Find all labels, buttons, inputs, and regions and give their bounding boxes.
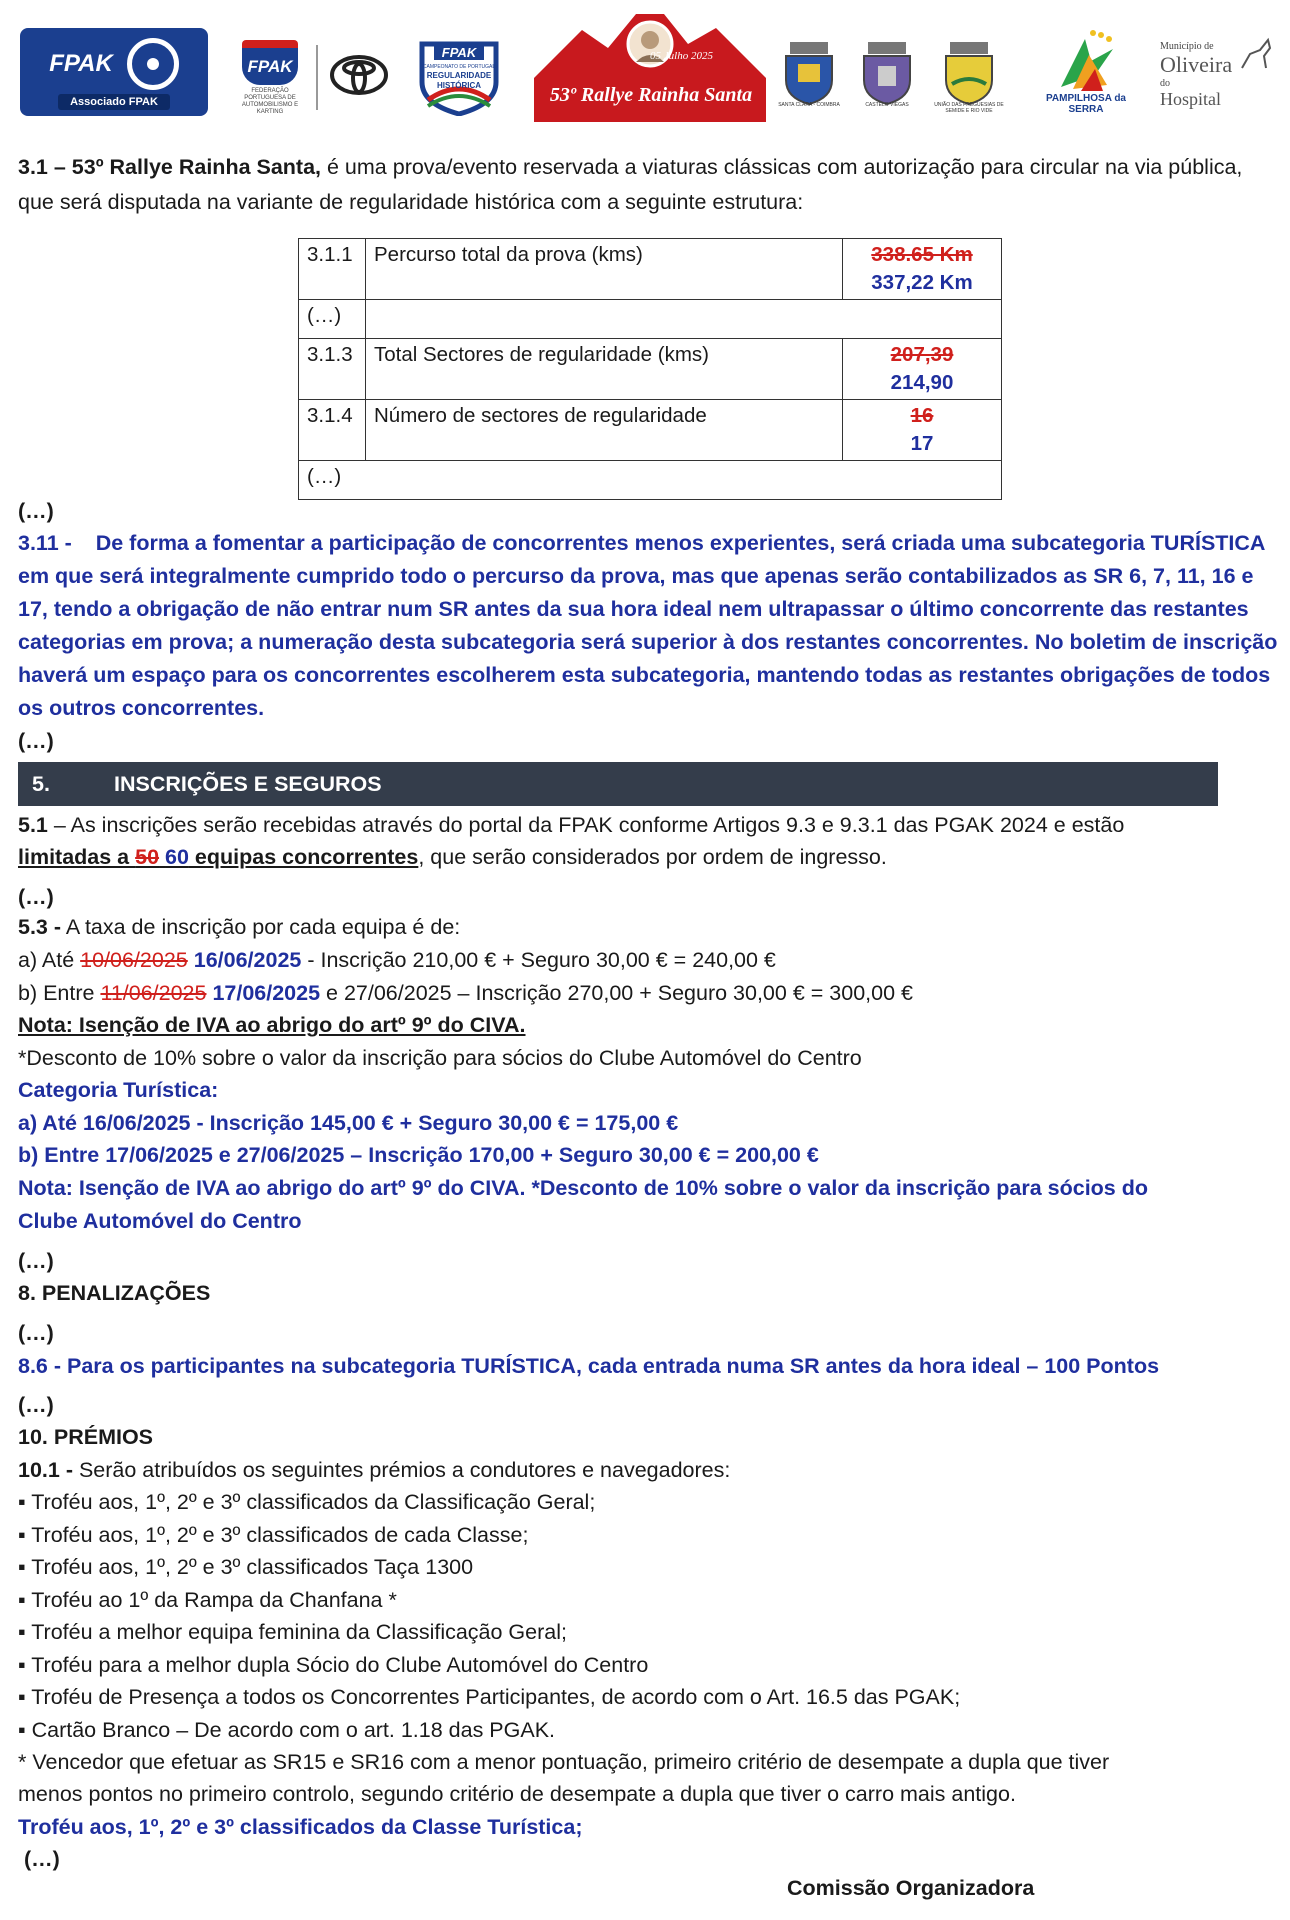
prize-list-item: ▪ Troféu aos, 1º, 2º e 3º classificados da Classificação Geral; bbox=[18, 1490, 596, 1514]
ellipsis: (…) bbox=[18, 885, 54, 909]
section-3-11-number: 3.11 - bbox=[18, 531, 72, 555]
toyota-logo bbox=[330, 50, 388, 100]
section-3-1-heading: 3.1 – 53º Rallye Rainha Santa, bbox=[18, 155, 322, 179]
turistica-fee-a: a) Até 16/06/2025 - Inscrição 145,00 € + Seguro 30,00 € = 175,00 € bbox=[18, 1111, 679, 1135]
turistica-trophy: Troféu aos, 1º, 2º e 3º classificados da Classe Turística; bbox=[18, 1815, 583, 1839]
old-value: 338.65 Km bbox=[871, 243, 973, 266]
prize-list-item: ▪ Troféu de Presença a todos os Concorrentes Participantes, de acordo com o Art. 16.5 das PGAK; bbox=[18, 1685, 961, 1709]
prize-list-item: ▪ Troféu a melhor equipa feminina da Classificação Geral; bbox=[18, 1620, 567, 1644]
turistica-fee-b: b) Entre 17/06/2025 e 27/06/2025 – Inscrição 170,00 + Seguro 30,00 € = 200,00 € bbox=[18, 1143, 819, 1167]
oliveira-do-hospital-logo: Município de Oliveira do Hospital bbox=[1160, 30, 1280, 120]
section-3-11 bbox=[18, 527, 1280, 725]
logo-divider bbox=[316, 45, 318, 110]
section-3-1-intro bbox=[18, 150, 1280, 220]
fpak-federation-logo: FPAK FEDERAÇÃO PORTUGUESA DE AUTOMOBILISMO E KARTING bbox=[232, 40, 308, 116]
prize-list-item: ▪ Troféu ao 1º da Rampa da Chanfana * bbox=[18, 1588, 397, 1612]
prize-list-item: ▪ Troféu aos, 1º, 2º e 3º classificados Taça 1300 bbox=[18, 1555, 474, 1579]
fpak-associado-label: Associado FPAK bbox=[58, 94, 170, 110]
prize-list-item: ▪ Cartão Branco – De acordo com o art. 1.18 das PGAK. bbox=[18, 1718, 556, 1742]
vat-note: Nota: Isenção de IVA ao abrigo do artº 9º do CIVA. bbox=[18, 1013, 526, 1037]
section-5-1-line1: 5.1 – As inscrições serão recebidas através do portal da FPAK conforme Artigos 9.3 e 9.3.1 das PGAK 2024 e estão bbox=[18, 813, 1125, 837]
regularidade-historica-logo: FPAK CAMPEONATO DE PORTUGAL REGULARIDADE HISTÓRICA bbox=[416, 38, 502, 116]
table-row: 3.1.1 Percurso total da prova (kms) 338.65 Km 337,22 Km bbox=[299, 239, 1002, 300]
castelo-viegas-coat-of-arms: CASTELO VIEGAS bbox=[856, 40, 918, 112]
section-3-1-text: é uma prova/evento reservada a viaturas clássicas com autorização para circular na via pública, que será disputada na variante de regularidade histórica com a seguinte estrutura: bbox=[18, 155, 1243, 214]
turistica-category-title: Categoria Turística: bbox=[18, 1078, 219, 1102]
section-3-11-text: De forma a fomentar a participação de concorrentes menos experientes, será criada uma subcategoria TURÍSTICA em que será integralmente cumprido todo o percurso da prova, mas que apenas serão contabilizados as SR 6, 7, 11, 16 e 17, tendo a obrigação de não entrar num SR antes da sua hora ideal nem ultrapassar o último concorrente das restantes categorias em prova; a numeração desta subcategoria será superior à dos restantes concorrentes. No boletim de inscrição haverá um espaço para os concorrentes escolherem esta subcategoria, mantendo todas as restantes obrigações de todos os outros concorrentes. bbox=[18, 531, 1278, 720]
rallye-rainha-santa-logo: 05 Julho 2025 53º Rallye Rainha Santa bbox=[530, 8, 770, 126]
section-8-6: 8.6 - Para os participantes na subcategoria TURÍSTICA, cada entrada numa SR antes da hora ideal – 100 Pontos bbox=[18, 1354, 1160, 1378]
table-row: (…) bbox=[299, 461, 1002, 500]
turistica-note-line2: Clube Automóvel do Centro bbox=[18, 1209, 302, 1233]
prize-list-item: ▪ Troféu aos, 1º, 2º e 3º classificados de cada Classe; bbox=[18, 1523, 529, 1547]
old-value: 16 bbox=[910, 404, 934, 427]
ellipsis: (…) bbox=[18, 1249, 54, 1273]
section-8-heading: 8. PENALIZAÇÕES bbox=[18, 1281, 211, 1305]
table-row: 3.1.4 Número de sectores de regularidade 16 17 bbox=[299, 400, 1002, 461]
semide-rio-vide-coat-of-arms: UNIÃO DAS FREGUESIAS DE SEMIDE E RIO VIDE bbox=[938, 40, 1000, 112]
new-value: 17 bbox=[910, 432, 934, 455]
new-value: 214,90 bbox=[890, 371, 954, 394]
signature-organizing-committee: Comissão Organizadora bbox=[787, 1876, 1035, 1900]
new-value: 337,22 Km bbox=[871, 271, 973, 294]
section-5-1-line2: limitadas a 50 60 equipas concorrentes, que serão considerados por ordem de ingresso. bbox=[18, 845, 887, 869]
pampilhosa-da-serra-logo: PAMPILHOSA da SERRA bbox=[1040, 24, 1132, 120]
steering-wheel-icon bbox=[127, 38, 179, 90]
section-5-3-title: 5.3 - A taxa de inscrição por cada equipa é de: bbox=[18, 915, 461, 939]
race-structure-table bbox=[298, 238, 1002, 500]
prize-list-item: ▪ Troféu para a melhor dupla Sócio do Clube Automóvel do Centro bbox=[18, 1653, 649, 1677]
fee-line-a: a) Até 10/06/2025 16/06/2025 - Inscrição 210,00 € + Seguro 30,00 € = 240,00 € bbox=[18, 948, 776, 972]
old-value: 207,39 bbox=[890, 343, 954, 366]
ellipsis: (…) bbox=[18, 499, 54, 523]
table-row: 3.1.3 Total Sectores de regularidade (kms) 207,39 214,90 bbox=[299, 339, 1002, 400]
fee-line-b: b) Entre 11/06/2025 17/06/2025 e 27/06/2025 – Inscrição 270,00 + Seguro 30,00 € = 300,00 € bbox=[18, 981, 913, 1005]
sponsor-logo-bar bbox=[0, 0, 1290, 135]
ellipsis: (…) bbox=[18, 1393, 54, 1417]
ellipsis: (…) bbox=[18, 1321, 54, 1345]
tiebreak-note-line2: menos pontos no primeiro controlo, segundo critério de desempate a dupla que tiver o carro mais antigo. bbox=[18, 1782, 1016, 1806]
santa-clara-coat-of-arms: SANTA CLARA - COIMBRA bbox=[778, 40, 840, 112]
horse-rider-icon bbox=[1236, 34, 1276, 74]
tiebreak-note-line1: * Vencedor que efetuar as SR15 e SR16 com a menor pontuação, primeiro critério de desempate a dupla que tiver bbox=[18, 1750, 1110, 1774]
section-10-heading: 10. PRÉMIOS bbox=[18, 1425, 154, 1449]
section-5-header: 5. INSCRIÇÕES E SEGUROS bbox=[18, 762, 1218, 806]
turistica-note-line1: Nota: Isenção de IVA ao abrigo do artº 9º do CIVA. *Desconto de 10% sobre o valor da inscrição para sócios do bbox=[18, 1176, 1148, 1200]
ellipsis: (…) bbox=[24, 1847, 60, 1871]
ellipsis: (…) bbox=[18, 729, 54, 753]
section-10-1-title: 10.1 - Serão atribuídos os seguintes prémios a condutores e navegadores: bbox=[18, 1458, 731, 1482]
table-row: (…) bbox=[299, 300, 1002, 339]
fpak-associado-logo bbox=[20, 28, 208, 116]
discount-note: *Desconto de 10% sobre o valor da inscrição para sócios do Clube Automóvel do Centro bbox=[18, 1046, 862, 1070]
fpak-logo-text: FPAK bbox=[49, 50, 113, 77]
